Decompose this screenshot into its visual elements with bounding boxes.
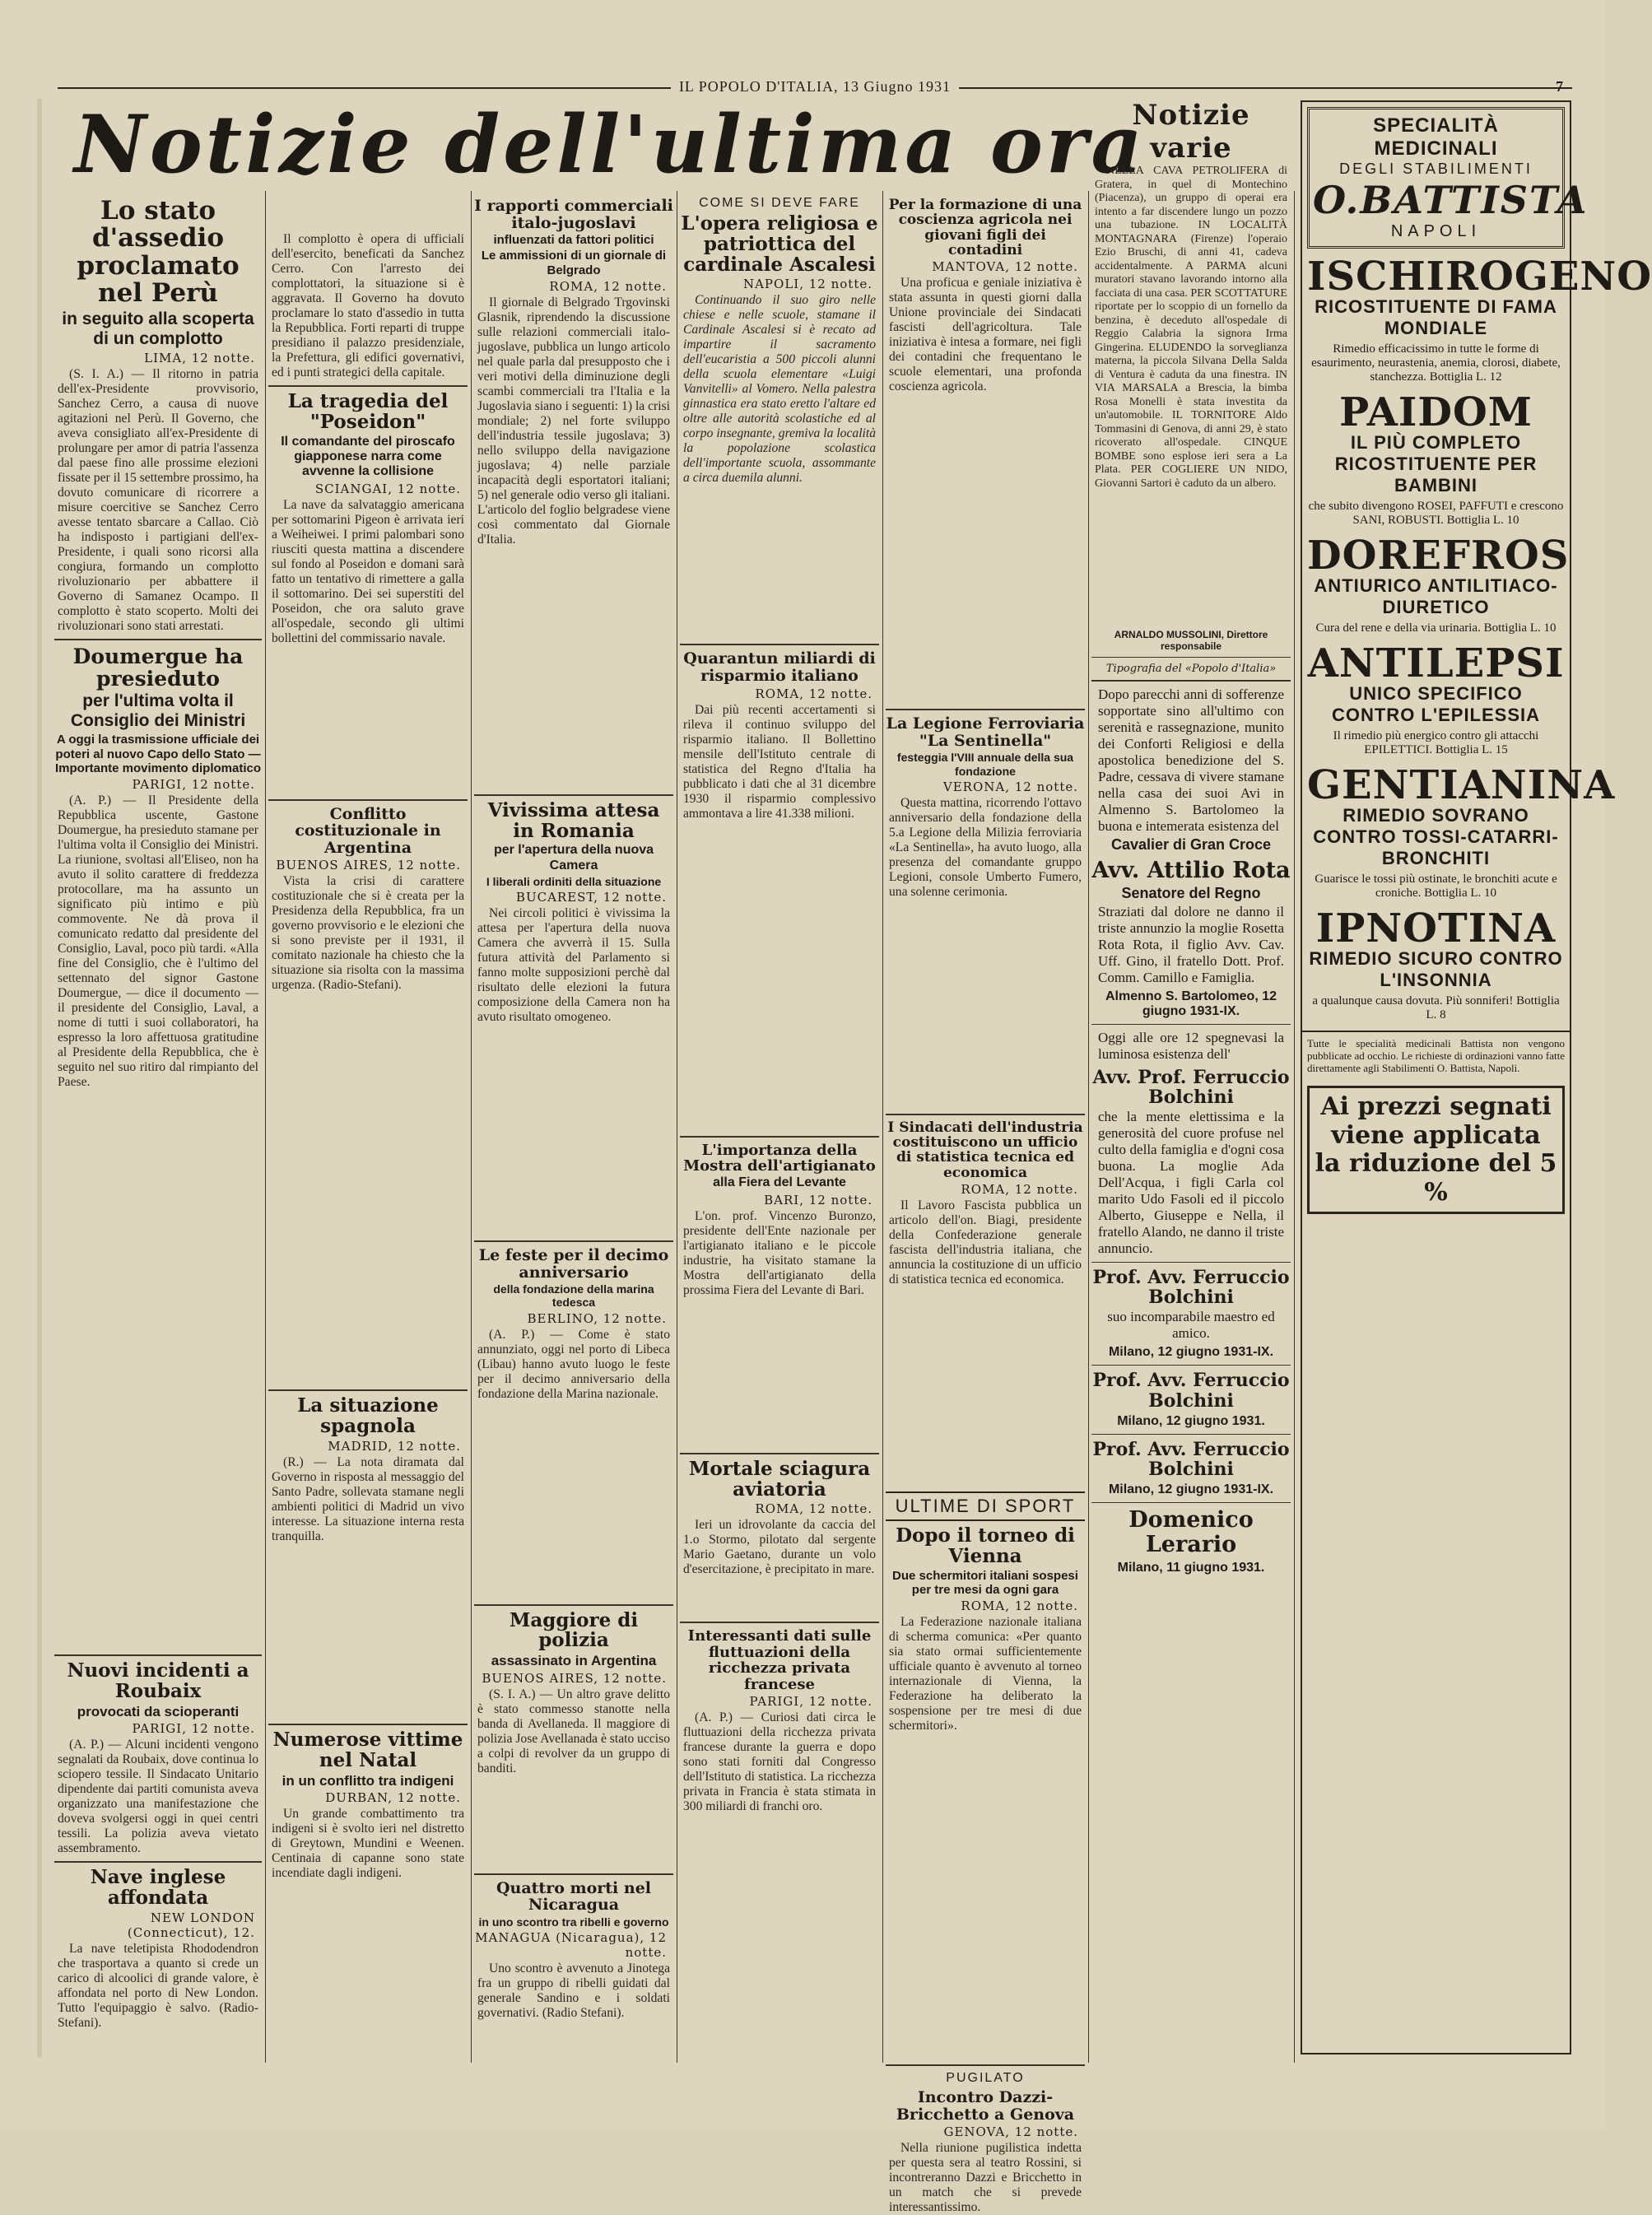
article-dateline: MADRID, 12 notte. (328, 1439, 461, 1454)
obituary-name: Avv. Prof. Ferruccio Bolchini (1092, 1066, 1290, 1108)
article-dateline: ROMA, 12 notte. (755, 686, 873, 701)
article-paragraph: (A. P.) — Curiosi dati circa le fluttuazioni della ricchezza privata francese durante la guerra e dopo sono stati forniti dal Congresso dell'Istituto di statistica. La ricchezza privata in Francia è stata stimata in 300 miliardi di franchi oro. (683, 1710, 876, 1814)
page-number: 7 (1556, 78, 1564, 95)
article-paragraph: La Federazione nazionale italiana di scherma comunica: «Per quanto sia stato ormai sufficientemente ufficiale quanto è avvenuto al torneo internazionale di Vienna, la Federazione ha deliberato la sospensione per tre mesi di due schermitori». (889, 1615, 1082, 1733)
article-paragraph: Nella riunione pugilistica indetta per questa sera al teatro Rossini, si incontreranno Dazzi e Bricchetto in un match che si prevede interessantissimo. (889, 2141, 1082, 2215)
article-headline: Nuovi incidenti a Roubaix (67, 1659, 249, 1703)
article-headline: Lo stato d'assedio proclamato nel Perù (77, 196, 240, 309)
article-headline: Le feste per il decimo anniversario (478, 1246, 669, 1282)
product-name: DOREFROS (1307, 533, 1570, 579)
obituary-text: che la mente elettissima e la generosità del cuore profuse nel culto della famiglia e d'ogni cosa buona. La moglie Ada Dell'Acqua, i figli Carla col marito Udo Fasoli ed il piccolo Alberto, Giuseppe e Nella, il fratello Alando, ne danno il triste annuncio. (1098, 1109, 1284, 1257)
section-rule (474, 1873, 673, 1875)
obituary-place-date: Milano, 12 giugno 1931-IX. (1108, 1345, 1274, 1360)
article-deck: I liberali ordiniti della situazione (486, 875, 662, 889)
article-paragraph: Continuando il suo giro nelle chiese e nelle scuole, stamane il Cardinale Ascalesi si è recato ad impartire il sacramento dell'eucaristia a 500 piccoli alunni della scuola elementare «Luigi Vanvitelli» al Vomero. Nella palestra ginnastica era stato eretto l'altare ed oltre alle autorità scolastiche ed al corpo insegnante, gremiva la località la popolazione scolastica dell'importante scuola, assommante a circa duemila alunni. (683, 293, 876, 486)
article-paragraph: La nave teletipista Rhododendron che trasportava a quanto si crede un carico di alcoolici di grande valore, è affondata nel porto di New London. Tutto l'equipaggio è salvo. (Radio-Stefani). (58, 1942, 258, 2031)
article-paragraph: Una proficua e geniale iniziativa è stata assunta in questi giorni dalla Unione provinciale dei Sindacati fascisti dell'agricoltura. Tale iniziativa è intesa a formare, nei figli dei contadini che frequentano le scuole elementari, una profonda coscienza agricola. (889, 276, 1082, 394)
obituary-text: Straziati dal dolore ne danno il triste annunzio la moglie Rosetta Rota Rota, il figlio Avv. Cav. Uff. Gino, il fratello Dott. Prof. Comm. Camillo e Famiglia. (1098, 903, 1284, 985)
article-paragraph: Dai più recenti accertamenti si rileva il continuo sviluppo del risparmio italiano. Il Bollettino mensile dell'Istituto centrale di statistica del Regno d'Italia ha pubblicato i dati che al 31 dicembre 1930 il risparmio complessivo ammontava a lire 41.338 milioni. (683, 702, 876, 821)
article-body (889, 276, 1082, 704)
article-body (683, 1710, 876, 1814)
article-body (272, 232, 464, 380)
article-headline: Maggiore di polizia (509, 1608, 639, 1652)
article-dateline: ROMA, 12 notte. (755, 1501, 873, 1517)
section-rule (268, 1724, 468, 1725)
product-name: PAIDOM (1339, 389, 1533, 435)
article-dateline: PARIGI, 12 notte. (132, 1721, 255, 1737)
article-dateline: ROMA, 12 notte. (961, 1598, 1078, 1614)
article-headline: Interessanti dati sulle fluttuazioni della ricchezza privata francese (687, 1627, 872, 1693)
article-subheadline: Due schermitori italiani sospesi per tre mesi da ogni gara (892, 1568, 1078, 1597)
article-headline: L'opera religiosa e patriottica del cardinale Ascalesi (681, 212, 878, 276)
ad-product (1307, 905, 1565, 1022)
rule (1091, 1502, 1291, 1503)
article-dateline: MANAGUA (Nicaragua), 12 notte. (475, 1929, 667, 1960)
rule (1091, 1024, 1291, 1025)
column-rule (471, 191, 472, 2063)
article-body (683, 703, 876, 1131)
section-rule (680, 1453, 879, 1454)
article-paragraph: La nave da salvataggio americana per sottomarini Pigeon è arrivata ieri a Weiheiwei. I primi palombari sono riusciti questa mattina a discendere sul fondo al Poseidon e domani sarà fatto un tentativo di rimettere a galla il sottomarino. Dei sei superstiti del Poseidon, che ora saluto grave all'ospedale, secondo gli ultimi bollettini del commissario navale. (272, 497, 464, 645)
article-dateline: BARI, 12 notte. (764, 1192, 873, 1208)
article-body (889, 2141, 1082, 2215)
ad-price-notice: Ai prezzi segnati viene applicata la riduzione del 5 % (1307, 1086, 1565, 1214)
product-description: Guarisce le tossi più ostinate, le bronchiti acute e croniche. Bottiglia L. 10 (1315, 873, 1557, 900)
article-body (477, 1687, 670, 1868)
article-paragraph: (R.) — La nota diramata dal Governo in risposta al messaggio del Santo Padre, sollevata stamane negli ambienti politici di Madrid un vivo interesse. La situazione interna resta tranquilla. (272, 1455, 464, 1544)
article-headline: L'importanza della Mostra dell'artigianato (683, 1141, 876, 1175)
section-rule (474, 1604, 673, 1606)
obituary-name: Prof. Avv. Ferruccio Bolchini (1092, 1267, 1290, 1309)
article-subheadline: in seguito alla scoperta di un complotto (62, 309, 254, 349)
article-dateline: BUCAREST, 12 notte. (515, 890, 667, 905)
ad-product (1307, 762, 1616, 900)
section-rule (886, 2064, 1085, 2066)
article-paragraph: (A. P.) — Come è stato annunziato, oggi nel porto di Libeca (Libau) hanno avuto luogo le feste per il decimo anniversario della fondazione della Marina nazionale. (477, 1327, 670, 1401)
article-dateline: BUENOS AIRES, 12 notte. (276, 858, 461, 873)
section-rule (680, 1136, 879, 1138)
article-paragraph: Il Lavoro Fascista pubblica un articolo dell'on. Biagi, presidente della Confederazione generale fascista dell'industria italiana, che annuncia la costituzione di un ufficio di statistica tecnica ed economica. (889, 1198, 1082, 1287)
product-tagline: ANTIURICO ANTILITIACO-DIURETICO (1314, 575, 1558, 617)
obituary-name: Avv. Attilio Rota (1091, 858, 1291, 883)
article-body (58, 1738, 258, 1856)
product-tagline: RIMEDIO SICURO CONTRO L'INSONNIA (1309, 948, 1563, 990)
article-dateline: NEW LONDON (Connecticut), 12. (127, 1910, 255, 1941)
section-rule (54, 1654, 262, 1656)
section-rule (54, 639, 262, 640)
column-3 (474, 194, 673, 2063)
article-body (58, 1942, 258, 2031)
column-rule (882, 191, 883, 2063)
column-rule (1294, 191, 1295, 2063)
article-body (272, 498, 464, 794)
product-description: Rimedio efficacissimo in tutte le forme di esaurimento, neurastenia, anemia, clorosi, diabete, stanchezza. Bottiglia L. 12 (1311, 342, 1561, 384)
rule (1091, 1434, 1291, 1435)
ad-brand-line: DEGLI STABILIMENTI (1339, 161, 1533, 177)
article-dateline: DURBAN, 12 notte. (325, 1790, 461, 1806)
product-description: a qualunque causa dovuta. Più sonniferi! Bottiglia L. 8 (1312, 994, 1560, 1021)
column-rule (1088, 191, 1089, 2063)
section-rule (268, 1389, 468, 1391)
article-headline: Mortale sciagura aviatoria (688, 1457, 871, 1501)
section-rule (680, 1622, 879, 1623)
section-rule (1091, 680, 1291, 682)
sport-section-banner: ULTIME DI SPORT (886, 1491, 1085, 1521)
article-dateline: VERONA, 12 notte. (942, 779, 1078, 794)
article-dateline: NAPOLI, 12 notte. (742, 277, 873, 292)
article-headline: I Sindacati dell'industria costituiscono un ufficio di statistica tecnica ed economica (887, 1119, 1083, 1181)
obituary-name: Domenico Lerario (1128, 1507, 1254, 1557)
ad-brand-line: SPECIALITÀ MEDICINALI (1373, 114, 1499, 160)
article-subheadline: Il comandante del piroscafo giapponese narra come avvenne la collisione (281, 434, 455, 479)
article-subheadline: in un conflitto tra indigeni (282, 1772, 454, 1789)
article-dateline: PARIGI, 12 notte. (132, 777, 255, 793)
column-rule (265, 191, 266, 2063)
article-paragraph: NELLA CAVA PETROLIFERA di Gratera, in quel di Montechino (Piacenza), un gruppo di operai era intento a far discendere lungo un pozzo una tubazione. IN LOCALITÀ MONTAGNARA (Firenze) l'operaio Ezio Bruschi, di anni 41, cadeva accidentalmente. A PARMA alcuni muratori stavano lavorando intorno alla facciata di una casa. PER SCOTTATURE riportate per lo scoppio di un fornello da benzina, è deceduto all'ospedale di Reggio Calabria la signora Irma Gingerina. ELUDENDO la sorveglianza materna, la piccola Silvana Della Salda di Ventura è caduta da una finestra. IN VIA MARSALA a Brescia, la bimba Rosa Monelli è stata investita da un'automobile. IL TORNITORE Aldo Tommasini di Genova, di anni 29, è stato ricoverato all'ospedale. CINQUE BOMBE sono esplose ieri sera a La Plata. PER COGLIERE UN NIDO, Giovanni Sartori è caduto da un albero. (1095, 165, 1287, 490)
column-1 (54, 194, 262, 2063)
article-paragraph: (A. P.) — Alcuni incidenti vengono segnalati da Roubaix, dove continua lo sciopero tessile. Il Sindacato Unitario dipendente dai partiti comunista aveva organizzato una manifestazione che doveva svolgersi oggi in quei centri tessili. La polizia aveva vietato assembramento. (58, 1738, 258, 1856)
article-headline: Dopo il torneo di Vienna (896, 1524, 1075, 1567)
obituary-text: Oggi alle ore 12 spegnevasi la luminosa esistenza dell' (1098, 1029, 1284, 1062)
ad-brand-city: NAPOLI (1390, 222, 1482, 240)
page-fold-shadow (37, 99, 42, 2058)
product-tagline: UNICO SPECIFICO CONTRO L'EPILESSIA (1331, 683, 1541, 725)
article-headline: Nave inglese affondata (90, 1866, 226, 1910)
article-subheadline: assassinato in Argentina (491, 1653, 657, 1669)
product-tagline: RICOSTITUENTE DI FAMA MONDIALE (1315, 296, 1557, 338)
article-dateline: MANTOVA, 12 notte. (932, 259, 1078, 275)
running-title: IL POPOLO D'ITALIA, 13 Giugno 1931 (671, 78, 959, 95)
column-5 (886, 194, 1085, 2215)
product-description: che subito divengono ROSEI, PAFFUTI e crescono SANI, ROBUSTI. Bottiglia L. 10 (1308, 500, 1564, 527)
article-dateline: SCIANGAI, 12 notte. (314, 481, 461, 496)
article-body (683, 1209, 876, 1448)
rule (1091, 1262, 1291, 1263)
article-headline: Quarantun miliardi di risparmio italiano (683, 649, 876, 685)
article-body (683, 293, 876, 639)
section-rule (886, 709, 1085, 710)
article-paragraph: Uno scontro è avvenuto a Jinotega fra un gruppo di ribelli guidati dal generale Sandino e i soldati governativi. (Radio Stefani). (477, 1961, 670, 2020)
product-description: Il rimedio più energico contro gli attacchi EPILETTICI. Bottiglia L. 15 (1333, 729, 1539, 756)
battista-advertisement (1301, 100, 1652, 2054)
article-subheadline: alla Fiera del Levante (713, 1175, 846, 1190)
article-subheadline: influenzati da fattori politici (493, 233, 654, 248)
article-body (477, 906, 670, 1235)
obituary-text: Dopo parecchi anni di sofferenze sopportate sino all'ultimo con serenità e rassegnazione, munito dei Conforti Religiosi e della apostolica benedizione del S. Padre, cessava di vivere stamane nella casa dei suoi Avi in Almenno S. Bartolomeo la buona e intemerata esistenza del (1098, 686, 1284, 834)
product-tagline: RIMEDIO SOVRANO CONTRO TOSSI-CATARRI-BRONCHITI (1313, 805, 1559, 868)
printer-line: Tipografia del «Popolo d'Italia» (1105, 663, 1277, 675)
article-dateline: PARIGI, 12 notte. (749, 1694, 873, 1710)
ad-brand-name: O.BATTISTA (1313, 178, 1589, 222)
article-kicker: COME SI DEVE FARE (699, 196, 860, 210)
article-paragraph: Il giornale di Belgrado Trgovinski Glasnik, riprendendo la discussione sulle relazioni commerciali italo-jugoslave, pubblica un lungo articolo nel quale parla dal presupposto che i veri motivi della diminuzione degli scambi commerciali tra l'Italia e la Jugoslavia siano i seguenti: 1) la crisi mondiale; 2) nel forte sviluppo dell'industria tessile jugoslava; 3) nello sviluppo della navigazione jugoslava; 4) nelle parziale incapacità degli esportatori italiani; 5) nel generale odio verso gli italiani. L'articolo del foglio belgradese viene così commentato dal Giornale d'Italia. (477, 295, 670, 547)
article-deck: A oggi la trasmissione ufficiale dei poteri al nuovo Capo dello Stato — Importante movimento diplomatico (54, 733, 262, 775)
article-body (683, 1518, 876, 1617)
article-paragraph: Nei circoli politici è vivissima la attesa per l'apertura della nuova Camera che avverrà il 15. Sulla futura attività del Parlamento si fanno molte supposizioni perchè dal risultato delle elezioni la futura composizione della Camera non ha avuto risultato omogeneo. (477, 906, 670, 1025)
article-body (1095, 165, 1287, 626)
article-subheadline: in uno scontro tra ribelli e governo (478, 1915, 669, 1929)
article-headline: Numerose vittime nel Natal (272, 1729, 463, 1771)
article-headline: I rapporti commerciali italo-jugoslavi (474, 197, 673, 232)
article-paragraph: Ieri un idrovolante da caccia del 1.o Stormo, pilotato dal sergente Mario Gaetano, durante un volo d'esercitazione, è precipitato in mare. (683, 1518, 876, 1577)
article-paragraph: (S. I. A.) — Il ritorno in patria dell'ex-Presidente provvisorio, Sanchez Cerro, a causa di nuove agitazioni nel Perù. Il Governo, che aveva consigliato all'ex-Presidente di prolungare per amor di patria l'assenza dal paese fino alle prossime elezioni fissate per il 15 settembre prossimo, ha dovuto comunicare di ricorrere a misure coercitive se Sanchez Cerro avesse tentato sbarcare a Callao. Ciò ha indisposto i partigiani dell'ex-Presidente, i quali sono ricorsi alla congiura, formando un complotto rivoluzionario per abbattere il Governo di Samanez Ocampo. Il complotto è stato scoperto. Molti dei rivoluzionari sono stati arrestati. (58, 367, 258, 634)
article-deck: Le ammissioni di un giornale di Belgrado (481, 249, 667, 277)
article-body (477, 1961, 670, 2021)
article-headline: La Legione Ferroviaria "La Sentinella" (886, 714, 1085, 750)
product-name: ISCHIROGENO (1307, 254, 1652, 300)
article-paragraph: Un grande combattimento tra indigeni si è svolto ieri nel distretto di Greytown, Mundini e Weenen. Centinaia di capanne sono state incendiate dagli indigeni. (272, 1807, 464, 1881)
ad-product (1307, 254, 1652, 384)
article-paragraph: (S. I. A.) — Un altro grave delitto è stato commesso stanotte nella banda di Avellaneda. Il maggiore di polizia Jose Avellanada è stato ucciso a colpi di revolver da un gruppo di banditi. (477, 1687, 670, 1775)
article-body (889, 1615, 1082, 2059)
article-paragraph: Il complotto è opera di ufficiali dell'esercito, beneficati da Sanchez Cerro. Con l'arresto dei complottatori, la situazione si è aggravata. Il Governo ha dovuto proclamare lo stato d'assedio in tutta la Repubblica. Forti reparti di truppe presidiano il palazzo presidenziale, la Prefettura, gli edifici governativi, ed i punti strategici della capitale. (272, 232, 464, 379)
ad-product (1307, 533, 1570, 635)
ad-footnote-block (1302, 1031, 1570, 1079)
obituary-place-date: Milano, 12 giugno 1931. (1117, 1413, 1265, 1428)
article-dateline: BUENOS AIRES, 12 notte. (482, 1670, 667, 1686)
obituary-place-date: Milano, 12 giugno 1931-IX. (1108, 1482, 1274, 1497)
article-paragraph: Vista la crisi di carattere costituzionale che si è creata per la Presidenza della Repubblica, fra un governo provvisorio e le elezioni che si sono previste per il 1931, il comitato nazionale ha chiesto che la situazione sia risolta con la massima urgenza. (Radio-Stefani). (272, 874, 464, 993)
obituary-place-date: Almenno S. Bartolomeo, 12 giugno 1931-IX. (1105, 989, 1277, 1018)
section-title: Notizie varie (1132, 99, 1250, 165)
obituary-name: Prof. Avv. Ferruccio Bolchini (1092, 1370, 1290, 1412)
article-dateline: ROMA, 12 notte. (549, 278, 667, 294)
masthead-title: Notizie dell'ultima ora (74, 98, 1146, 191)
article-body (58, 793, 258, 1650)
section-rule (268, 385, 468, 387)
article-headline: Conflitto costituzionale in Argentina (295, 804, 441, 857)
rule (1091, 657, 1291, 658)
product-name: IPNOTINA (1315, 905, 1557, 952)
article-body (889, 1198, 1082, 1487)
article-body (889, 796, 1082, 1109)
obituary-place-date: Milano, 11 giugno 1931. (1117, 1560, 1265, 1575)
ad-product (1307, 389, 1565, 528)
article-headline: Vivissima attesa in Romania (487, 798, 660, 842)
article-subheadline: per l'apertura della nuova Camera (493, 843, 654, 873)
column-4 (680, 194, 879, 2063)
section-rule (680, 644, 879, 645)
article-headline: La tragedia del "Poseidon" (287, 390, 449, 433)
section-rule (54, 1861, 262, 1863)
article-paragraph: L'on. prof. Vincenzo Buronzo, presidente dell'Ente nazionale per l'artigianato italiano e le piccole industrie, ha visitato stamane la Mostra dell'artigianato della prossima Fiera del Levante di Bari. (683, 1208, 876, 1297)
ad-footnote: Tutte le specialità medicinali Battista non vengono pubblicate ad occhio. Le richieste di ordinazioni vanno fatte direttamente agli Stabilimenti O. Battista, Napoli. (1307, 1037, 1565, 1074)
article-paragraph: Questa mattina, ricorrendo l'ottavo anniversario della fondazione della 5.a Legione della Milizia ferroviaria «La Sentinella», ha avuto luogo, alla presenza del comandante gruppo Legioni, console Umberto Fumero, una solenne cerimonia. (889, 795, 1082, 899)
article-subheadline: festeggia l'VIII annuale della sua fondazione (896, 751, 1074, 778)
column-6 (1091, 99, 1291, 2063)
article-dateline: LIMA, 12 notte. (144, 351, 255, 366)
product-tagline: IL PIÙ COMPLETO RICOSTITUENTE PER BAMBINI (1334, 432, 1538, 496)
running-header (58, 78, 1572, 96)
product-name: GENTIANINA (1307, 762, 1616, 808)
ad-product (1307, 640, 1565, 757)
article-body (272, 1455, 464, 1719)
section-rule (268, 799, 468, 801)
product-name: ANTILEPSI (1307, 640, 1565, 686)
director-signature: ARNALDO MUSSOLINI, Direttore responsabile (1114, 629, 1268, 652)
article-headline: Doumergue ha presieduto (72, 644, 244, 691)
section-rule (474, 1240, 673, 1242)
obituary-name: Prof. Avv. Ferruccio Bolchini (1092, 1438, 1290, 1480)
article-headline: Per la formazione di una coscienza agricola nei giovani figli dei contadini (888, 197, 1082, 259)
article-paragraph: (A. P.) — Il Presidente della Repubblica uscente, Gastone Doumergue, ha presieduto stamane per l'ultima volta il Consiglio dei Ministri. La riunione, svoltasi all'Eliseo, non ha avuto il solito carattere di freddezza protocollare, ma ha assunto un significato più intimo e più commovente. Ne dà prova il comunicato redatto dal presidente del Consiglio, Laval, poco più tardi. «Alla fine del Consiglio, che è l'ultimo del settennato del signor Gastone Doumergue, — dice il documento — il presidente del Consiglio, Laval, a nome di tutti i suoi collaboratori, ha espresso la loro affettuosa gratitudine al Presidente della Repubblica, che è seguito nel suo ritiro dal rimpianto del Paese. (58, 793, 258, 1090)
rule (1091, 1365, 1291, 1366)
article-body (272, 874, 464, 1384)
article-body (477, 1328, 670, 1599)
article-subheadline: della fondazione della marina tedesca (493, 1282, 654, 1310)
obituary-rank: Cavalier di Gran Croce (1110, 836, 1272, 853)
article-headline: La situazione spagnola (297, 1394, 439, 1438)
article-dateline: ROMA, 12 notte. (961, 1182, 1078, 1198)
article-body (272, 1807, 464, 1881)
article-subheadline: per l'ultima volta il Consiglio dei Ministri (70, 691, 246, 731)
article-subheadline: provocati da scioperanti (77, 1703, 240, 1719)
section-rule (886, 1114, 1085, 1115)
ad-brand-block (1307, 107, 1589, 249)
product-description: Cura del rene e della via urinaria. Bottiglia L. 10 (1315, 621, 1557, 635)
article-body (477, 295, 670, 789)
obituary-role: Senatore del Regno (1121, 884, 1261, 901)
column-2 (268, 194, 468, 2063)
article-headline: Quattro morti nel Nicaragua (496, 1878, 652, 1915)
article-dateline: BERLINO, 12 notte. (527, 1310, 667, 1326)
section-rule (474, 794, 673, 796)
article-body (58, 367, 258, 634)
obituary-text: suo incomparabile maestro ed amico. (1107, 1309, 1275, 1342)
article-kicker: PUGILATO (946, 2071, 1025, 2086)
article-dateline: GENOVA, 12 notte. (943, 2124, 1078, 2140)
article-headline: Incontro Dazzi-Bricchetto a Genova (896, 2088, 1075, 2124)
